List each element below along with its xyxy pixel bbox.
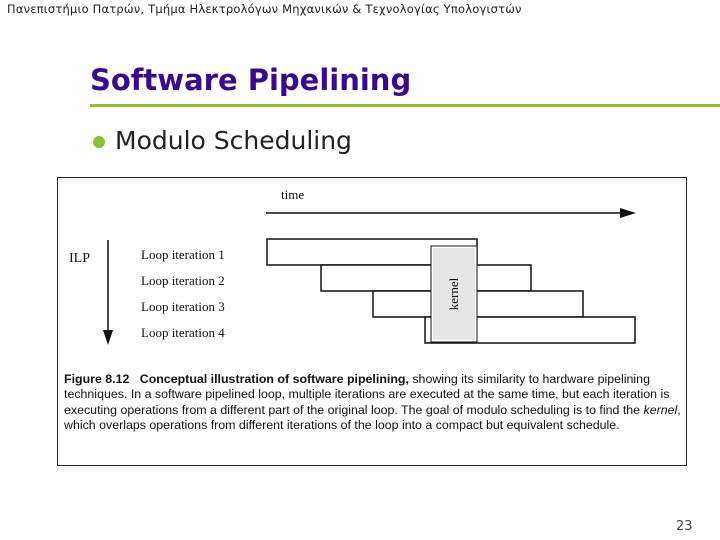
iteration-bar-2	[321, 265, 531, 291]
caption-number: Figure 8.12	[64, 372, 130, 386]
iteration-label-1: Loop iteration 1	[141, 247, 225, 262]
bullet-modulo-scheduling: Modulo Scheduling	[115, 126, 352, 155]
page-number: 23	[676, 519, 693, 534]
caption-text-2: , which overlaps operations from different iterations of the loop into a compact but equivalent schedule.	[64, 402, 681, 433]
pipeline-diagram	[58, 178, 688, 368]
bullet-icon	[93, 136, 105, 148]
kernel-label: kernel	[446, 277, 461, 311]
iteration-label-4: Loop iteration 4	[141, 325, 225, 340]
caption-text-1: showing its similarity to hardware pipelining techniques. In a software pipelined loop, multiple iterations are executed at the same time, but each iteration is executing operations from a different part of the original loop. The goal of modulo scheduling is to find the	[64, 372, 670, 417]
slide-title: Software Pipelining	[90, 63, 412, 97]
figure-caption	[64, 372, 682, 434]
course-header: Πανεπιστήμιο Πατρών, Τμήμα Ηλεκτρολόγων Μηχανικών & Τεχνολογίας Υπολογιστών	[7, 2, 522, 16]
iteration-label-2: Loop iteration 2	[141, 273, 225, 288]
figure-box	[57, 177, 687, 466]
ilp-arrow-head	[103, 330, 113, 345]
iteration-label-3: Loop iteration 3	[141, 299, 225, 314]
iteration-bar-3	[373, 291, 583, 317]
title-underline	[90, 104, 720, 107]
time-label: time	[281, 187, 305, 202]
caption-title: Conceptual illustration of software pipelining,	[139, 372, 409, 386]
ilp-label: ILP	[69, 251, 90, 266]
time-arrow-head	[620, 208, 636, 218]
caption-kernel-word: kernel	[643, 402, 678, 417]
